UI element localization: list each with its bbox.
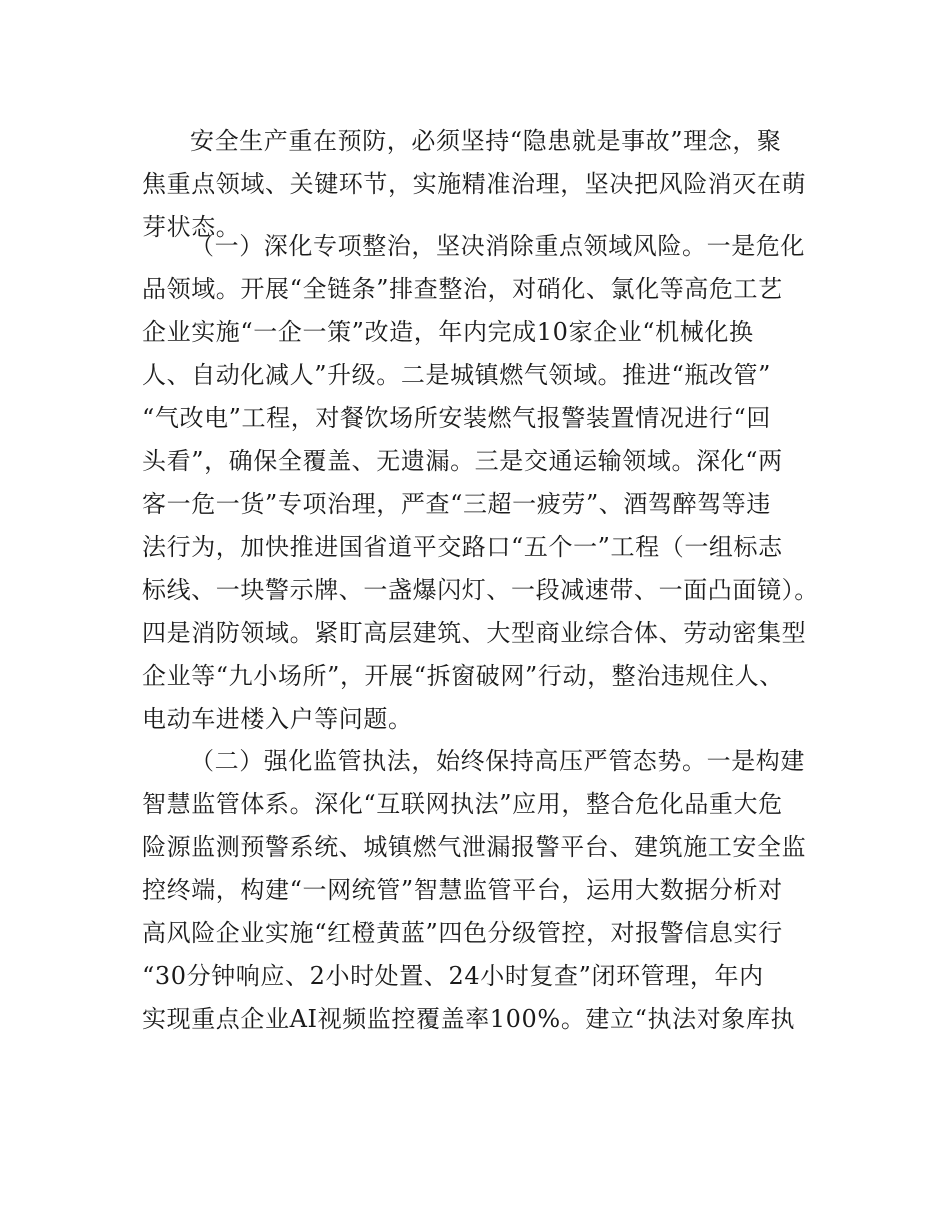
paragraph-line: 品领域。开展“全链条”排查整治，对硝化、氯化等高危工艺 (142, 275, 783, 303)
paragraph-line: “气改电”工程，对餐饮场所安装燃气报警装置情况进行“回 (142, 404, 772, 432)
paragraph-line: 企业实施“一企一策”改造，年内完成10家企业“机械化换 (142, 318, 754, 346)
paragraph-line: 控终端，构建“一网统管”智慧监管平台，运用大数据分析对 (142, 876, 783, 904)
paragraph-line: 焦重点领域、关键环节，实施精准治理，坚决把风险消灭在萌 (142, 170, 807, 198)
paragraph-line: （一）深化专项整治，坚决消除重点领域风险。一是危化 (190, 232, 805, 260)
paragraph-line: “30分钟响应、2小时处置、24小时复查”闭环管理，年内 (142, 962, 764, 990)
paragraph-line: 智慧监管体系。深化“互联网执法”应用，整合危化品重大危 (142, 790, 783, 818)
paragraph-line: 企业等“九小场所”，开展“拆窗破网”行动，整治违规住人、 (142, 662, 784, 690)
paragraph-line: 电动车进楼入户等问题。 (142, 705, 413, 733)
paragraph-line: 险源监测预警系统、城镇燃气泄漏报警平台、建筑施工安全监 (142, 833, 807, 861)
paragraph-line: 法行为，加快推进国省道平交路口“五个一”工程（一组标志 (142, 533, 783, 561)
paragraph-line: 人、自动化减人”升级。二是城镇燃气领域。推进“瓶改管” (142, 361, 772, 389)
paragraph-line: 头看”，确保全覆盖、无遗漏。三是交通运输领域。深化“两 (142, 447, 783, 475)
paragraph-line: 四是消防领域。紧盯高层建筑、大型商业综合体、劳动密集型 (142, 619, 807, 647)
paragraph-line: （二）强化监管执法，始终保持高压严管态势。一是构建 (190, 747, 805, 775)
paragraph-line: 标线、一块警示牌、一盏爆闪灯、一段减速带、一面凸面镜）。 (142, 576, 819, 604)
paragraph-line: 高风险企业实施“红橙黄蓝”四色分级管控，对报警信息实行 (142, 919, 783, 947)
paragraph-line: 安全生产重在预防，必须坚持“隐患就是事故”理念，聚 (190, 127, 782, 155)
paragraph-line: 实现重点企业AI视频监控覆盖率100%。建立“执法对象库执 (142, 1005, 796, 1033)
paragraph-line: 芽状态。 (142, 213, 241, 241)
paragraph-line: 客一危一货”专项治理，严查“三超一疲劳”、酒驾醉驾等违 (142, 490, 772, 518)
